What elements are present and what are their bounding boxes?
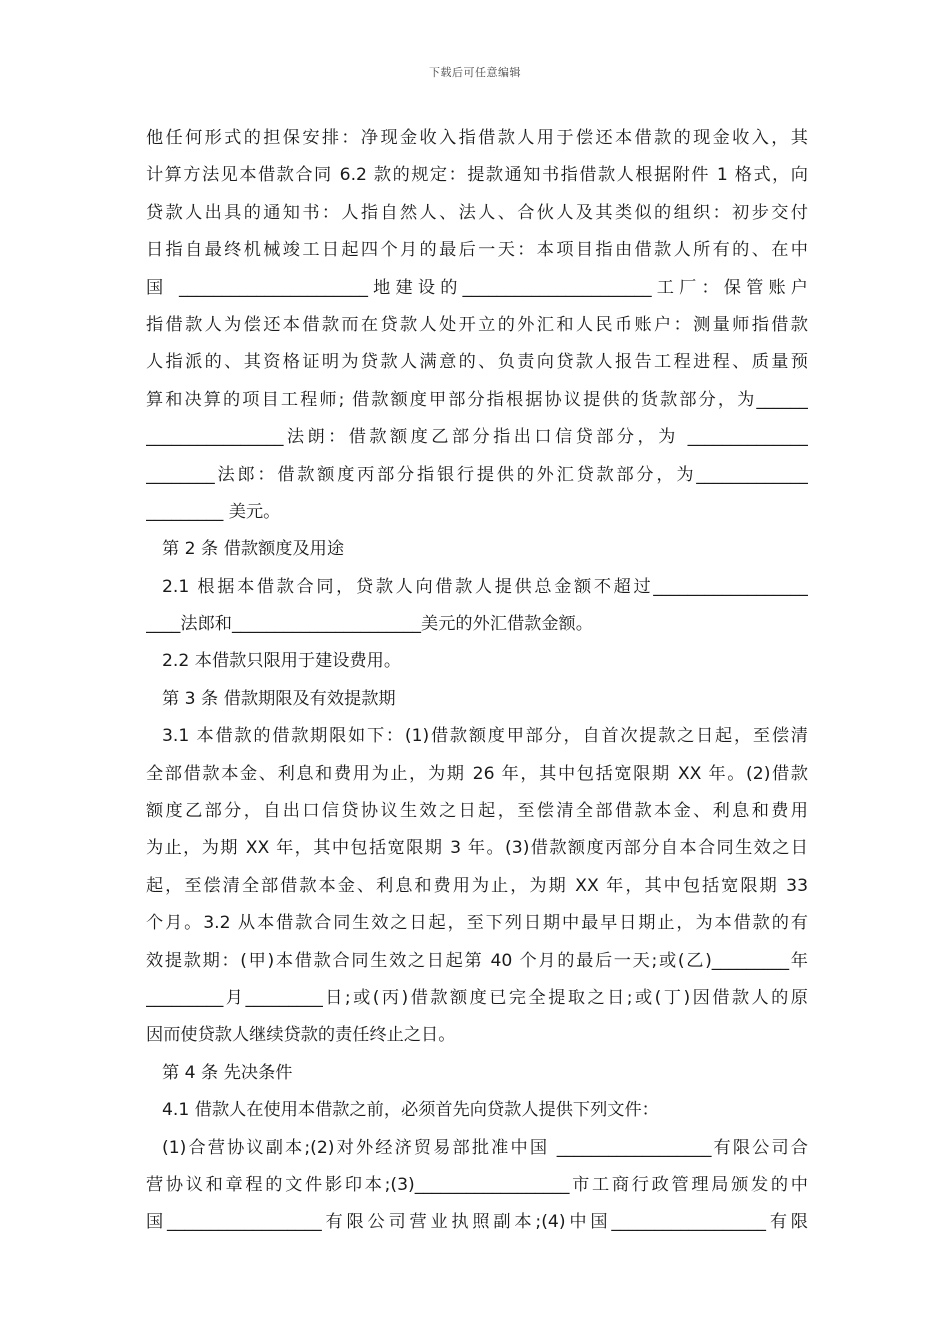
text-line: _________月_________日;或(丙)借款额度已完全提取之日;或(丁)因借款人的原 bbox=[146, 987, 808, 1008]
text-line: 起，至偿清全部借款本金、利息和费用为止，为期 XX 年，其中包括宽限期 33 bbox=[146, 875, 808, 896]
text-line: 3.1 本借款的借款期限如下：(1)借款额度甲部分，自首次提款之日起，至偿清 bbox=[162, 726, 808, 747]
text-line: 日指自最终机械竣工日起四个月的最后一天：本项目指由借款人所有的、在中 bbox=[146, 240, 808, 261]
text-line: 效提款期：(甲)本借款合同生效之日起第 40 个月的最后一天;或(乙)_________年 bbox=[146, 950, 808, 971]
text-line: 算和决算的项目工程师; 借款额度甲部分指根据协议提供的货款部分，为______ bbox=[146, 389, 808, 410]
text-line: ____法郎和______________________美元的外汇借款金额。 bbox=[146, 614, 593, 635]
text-line: 全部借款本金、利息和费用为止，为期 26 年，其中包括宽限期 XX 年。(2)借款 bbox=[146, 763, 808, 784]
text-line: 营协议和章程的文件影印本;(3)__________________市工商行政管理局颁发的中 bbox=[146, 1174, 808, 1195]
document-body bbox=[146, 120, 808, 1242]
text-line: ________________法朗：借款额度乙部分指出口信贷部分，为 ______________ bbox=[146, 427, 808, 448]
text-line: 因而使贷款人继续贷款的责任终止之日。 bbox=[146, 1025, 456, 1046]
section-heading: 第 4 条 先决条件 bbox=[162, 1062, 293, 1083]
text-line: 指借款人为偿还本借款而在贷款人处开立的外汇和人民币账户：测量师指借款 bbox=[146, 314, 808, 335]
text-line: ________法郎：借款额度丙部分指银行提供的外汇贷款部分，为_____________ bbox=[146, 464, 808, 485]
text-line: (1)合营协议副本;(2)对外经济贸易部批准中国 __________________有限公司合 bbox=[162, 1137, 808, 1158]
text-line: 贷款人出具的通知书：人指自然人、法人、合伙人及其类似的组织：初步交付 bbox=[146, 202, 808, 223]
text-line: 4.1 借款人在使用本借款之前，必须首先向贷款人提供下列文件： bbox=[162, 1100, 659, 1121]
section-heading: 第 3 条 借款期限及有效提款期 bbox=[162, 688, 396, 709]
text-line: 国__________________有限公司营业执照副本;(4)中国__________________有限 bbox=[146, 1212, 808, 1233]
text-line: 额度乙部分，自出口信贷协议生效之日起，至偿清全部借款本金、利息和费用 bbox=[146, 801, 808, 822]
text-line: 人指派的、其资格证明为贷款人满意的、负责向贷款人报告工程进程、质量预 bbox=[146, 352, 808, 373]
text-line: 2.2 本借款只限用于建设费用。 bbox=[162, 651, 402, 672]
section-heading: 第 2 条 借款额度及用途 bbox=[162, 539, 345, 560]
page-header-note: 下载后可任意编辑 bbox=[429, 66, 521, 79]
text-line: 计算方法见本借款合同 6.2 款的规定：提款通知书指借款人根据附件 1 格式，向 bbox=[146, 165, 808, 186]
text-line: 个月。3.2 从本借款合同生效之日起，至下列日期中最早日期止，为本借款的有 bbox=[146, 913, 808, 934]
text-line: _________ 美元。 bbox=[146, 501, 281, 522]
text-line: 为止，为期 XX 年，其中包括宽限期 3 年。(3)借款额度丙部分自本合同生效之日 bbox=[146, 838, 808, 859]
text-line: 他任何形式的担保安排：净现金收入指借款人用于偿还本借款的现金收入，其 bbox=[146, 128, 808, 148]
text-line: 2.1 根据本借款合同，贷款人向借款人提供总金额不超过__________________ bbox=[162, 576, 808, 597]
text-line: 国 ______________________地建设的______________________工厂：保管账户 bbox=[146, 277, 808, 298]
